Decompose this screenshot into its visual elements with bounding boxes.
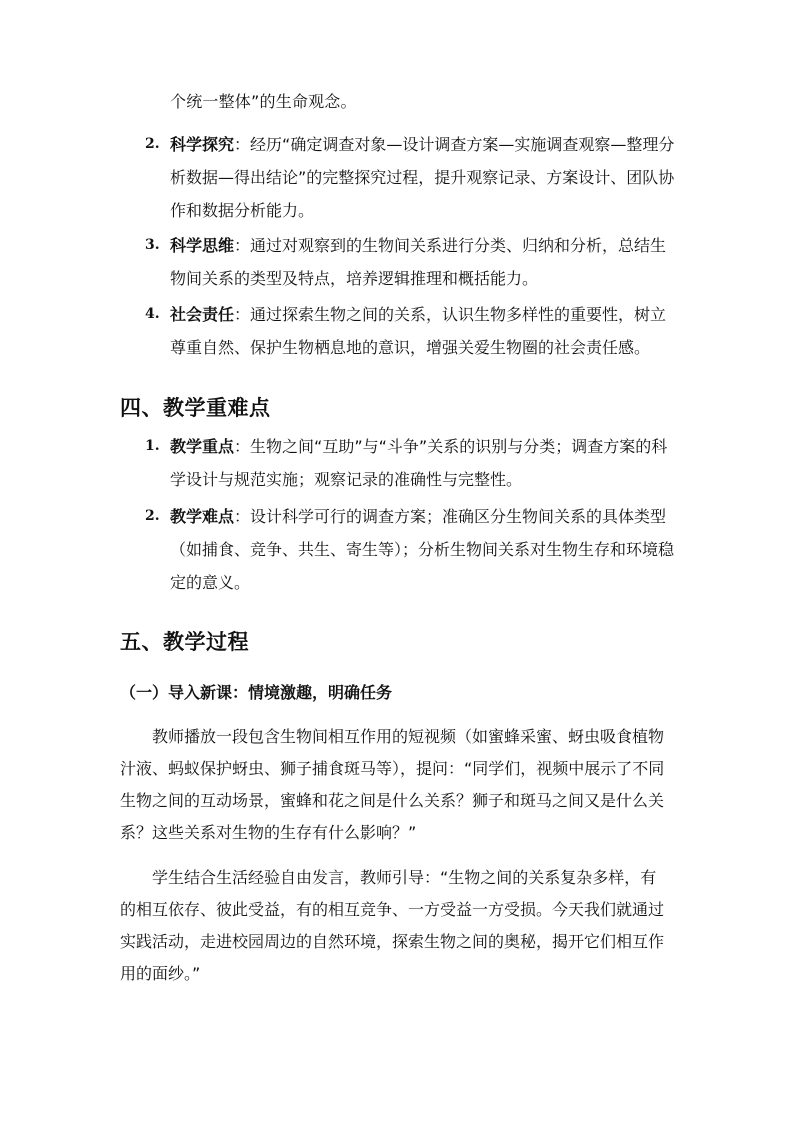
objective-sep: ： (234, 236, 251, 255)
key-point-sep: ： (234, 437, 251, 456)
objective-sep: ： (234, 135, 251, 154)
body-paragraph: 教师播放一段包含生物间相互作用的短视频（如蜜蜂采蜜、蚜虫吸食植物汁液、蚂蚁保护蚜虫、狮子捕食斑马等），提问：“同学们，视频中展示了不同生物之间的互动场景，蜜蜂和花之间是什么关系？狮子和斑马之间又是什么关系？这些关系对生物的生存有什么影响？” (120, 727, 665, 842)
key-point-text: 设计科学可行的调查方案；准确区分生物间关系的具体类型（如捕食、竞争、共生、寄生等）；分析生物间关系对生物生存和环境稳定的意义。 (170, 507, 675, 592)
key-point-number: 1. (145, 438, 160, 454)
key-point-term: 教学难点 (170, 507, 235, 526)
objective-number: 2. (145, 136, 160, 152)
key-point-sep: ： (234, 507, 251, 526)
key-point-term: 教学重点 (170, 437, 235, 456)
objective-item-4 (145, 298, 675, 364)
objective-item-2 (145, 128, 675, 227)
intro-line: 个统一整体”的生命观念。 (170, 92, 357, 111)
objective-item-3 (145, 229, 675, 295)
objective-term: 科学思维 (170, 236, 235, 255)
section-heading-key-points: 四、教学重难点 (120, 396, 271, 420)
key-point-item-2 (145, 500, 675, 599)
section-heading-process: 五、教学过程 (120, 630, 249, 654)
objective-sep: ： (234, 305, 251, 324)
objective-text: 经历“确定调查对象—设计调查方案—实施调查观察—整理分析数据—得出结论”的完整探究过程，提升观察记录、方案设计、团队协作和数据分析能力。 (170, 135, 675, 220)
objective-text: 通过探索生物之间的关系，认识生物多样性的重要性，树立尊重自然、保护生物栖息地的意识，增强关爱生物圈的社会责任感。 (170, 305, 667, 357)
objective-number: 4. (145, 306, 160, 322)
key-point-item-1 (145, 430, 675, 496)
objective-term: 科学探究 (170, 135, 235, 154)
objective-text: 通过对观察到的生物间关系进行分类、归纳和分析，总结生物间关系的类型及特点，培养逻辑推理和概括能力。 (170, 236, 667, 288)
key-point-text: 生物之间“互助”与“斗争”关系的识别与分类；调查方案的科学设计与规范实施；观察记录的准确性与完整性。 (170, 437, 668, 489)
subsection-heading-intro: （一）导入新课：情境激趣，明确任务 (120, 683, 393, 702)
objective-term: 社会责任 (170, 305, 235, 324)
key-point-number: 2. (145, 508, 160, 524)
body-paragraph: 学生结合生活经验自由发言，教师引导：“生物之间的关系复杂多样，有的相互依存、彼此受益，有的相互竞争、一方受益一方受损。今天我们就通过实践活动，走进校园周边的自然环境，探索生物之间的奥秘，揭开它们相互作用的面纱。” (120, 868, 665, 983)
objective-number: 3. (145, 237, 160, 253)
